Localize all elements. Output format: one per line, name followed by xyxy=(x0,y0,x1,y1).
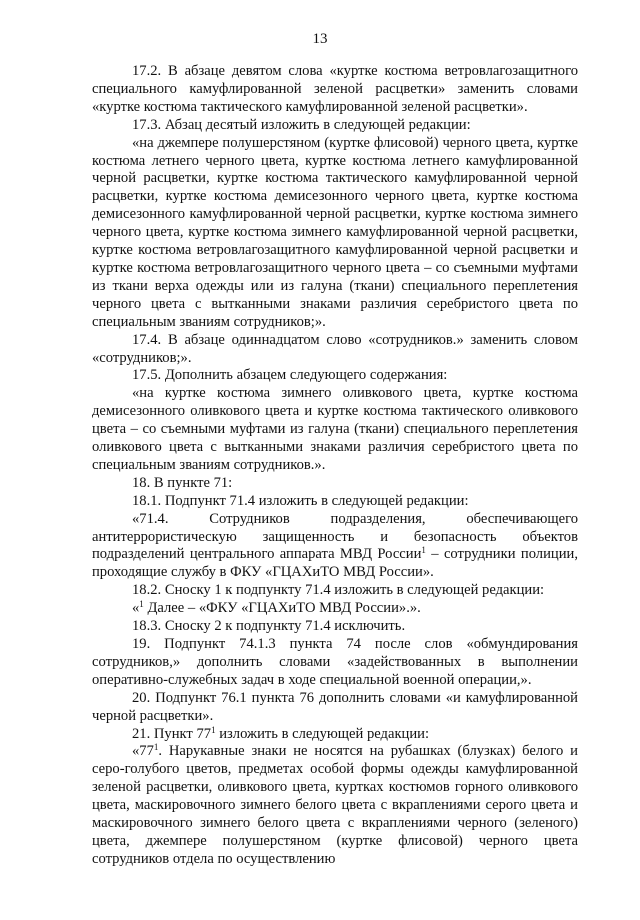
paragraph-17-5: 17.5. Дополнить абзацем следующего содержания: xyxy=(132,367,448,384)
paragraph-17-4: 17.4. В абзаце одиннадцатом слово «сотрудников.» заменить словом «сотрудников;». xyxy=(92,331,578,366)
footnote-mark: 1 xyxy=(421,545,426,556)
paragraph-21-text-end: изложить в следующей редакции: xyxy=(215,725,430,742)
footnote-1-quote xyxy=(92,600,578,618)
paragraph-17-2: 17.2. В абзаце девятом слова «куртке костюма ветровлагозащитного специального камуфлированной зеленой расцветки» заменить словами «куртке костюма тактического камуфлированной зеленой расцветки». xyxy=(92,63,578,115)
paragraph-17-3-quote: «на джемпере полушерстяном (куртке флисовой) черного цвета, куртке костюма летнего черного цвета, куртке костюма летнего камуфлированной черной расцветки, куртке костюма тактического камуфлированной черной расцветки, куртке костюма демисезонного черного цвета, куртке костюма демисезонного камуфлированной черной расцветки, куртке костюма зимнего черного цвета, куртке костюма зимнего камуфлированной черной расцветки, куртке костюма ветровлагозащитного камуфлированной черной расцветки и куртке костюма ветровлагозащитного черного цвета – со съемными муфтами из ткани верха одежды или из галуна (ткани) специального переплетения черного цвета с вытканными знаками различия серебристого цвета по специальным званиям сотрудников;». xyxy=(92,134,578,330)
paragraph-21-text: 21. Пункт 77 xyxy=(132,725,212,742)
paragraph-77-1-text: . Нарукавные знаки не носятся на рубашках (блузках) белого и серо-голубого цветов, предметах особой формы одежды камуфлированной зеленой расцветки, оливкового цвета, куртках костюмов горного оливкового цвета, маскировочного зимнего белого цвета с вкраплениями серого цвета и маскировочного зимнего белого цвета с вкраплениями черного (зеленого) цвета, джемпере полушерстяном (куртке флисовой) черного цвета сотрудников отдела по осуществлению xyxy=(92,743,578,867)
page-number: 13 xyxy=(312,31,328,47)
paragraph-19: 19. Подпункт 74.1.3 пункта 74 после слов «обмундирования сотрудников,» дополнить словами «задействованных в выполнении оперативно-служебных задач в ходе специальной военной операции,». xyxy=(92,636,578,688)
paragraph-18: 18. В пункте 71: xyxy=(132,474,233,491)
paragraph-71-4-quote xyxy=(92,511,578,583)
superscript-mark: 1 xyxy=(153,742,159,753)
footnote-1-text: Далее – «ФКУ «ГЦАХиТО МВД России».». xyxy=(143,600,421,617)
paragraph-18-3: 18.3. Сноску 2 к подпункту 71.4 исключить. xyxy=(132,618,406,635)
paragraph-20: 20. Подпункт 76.1 пункта 76 дополнить словами «и камуфлированной черной расцветки». xyxy=(92,689,578,724)
footnote-quote-open: « xyxy=(132,600,140,617)
document-body xyxy=(92,63,578,869)
superscript-mark: 1 xyxy=(211,724,216,735)
paragraph-21 xyxy=(92,726,578,744)
paragraph-18-2: 18.2. Сноску 1 к подпункту 71.4 изложить в следующей редакции: xyxy=(132,582,545,599)
paragraph-17-3: 17.3. Абзац десятый изложить в следующей редакции: xyxy=(132,116,471,133)
paragraph-77-1-number: «77 xyxy=(132,743,154,760)
paragraph-71-4-text-end: – сотрудники полиции, проходящие службу в ФКУ «ГЦАХиТО МВД России». xyxy=(92,546,578,581)
paragraph-77-1-quote xyxy=(92,743,578,868)
paragraph-71-4-text: «71.4. Сотрудников подразделения, обеспечивающего антитеррористическую защищенность и безопасность объектов подразделений центрального аппарата МВД России xyxy=(92,510,578,563)
paragraph-17-5-quote: «на куртке костюма зимнего оливкового цвета, куртке костюма демисезонного оливкового цвета и куртке костюма тактического оливкового цвета – со съемными муфтами из галуна (ткани) специального переплетения оливкового цвета с вытканными знаками различия серебристого цвета по специальным званиям сотрудников.». xyxy=(92,385,578,473)
paragraph-18-1: 18.1. Подпункт 71.4 изложить в следующей редакции: xyxy=(132,492,469,509)
footnote-mark: 1 xyxy=(139,599,144,610)
